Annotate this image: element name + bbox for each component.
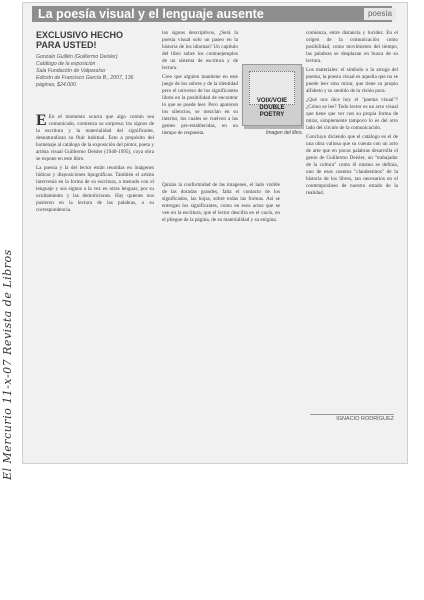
meta-line: Sala Fundación de Valparaíso bbox=[36, 68, 106, 74]
image-caption: Imagen del libro. bbox=[266, 130, 303, 136]
byline-rule bbox=[310, 414, 394, 415]
paragraph: En el momento ocurra que algo común sea comunicado, comienza su sorpresa: los signos de la escritura y la materialidad del significante, desnaturalizan su fluir habitual. Esto a propósito del homenaje al catálogo de la exposición del pintor, poeta y artista visual Guillermo Deisler (1940-1995), cuya obra se expone en este libro. bbox=[36, 114, 154, 162]
meta-line: Edición de Francisco García B., 2007, 136 bbox=[36, 75, 134, 81]
paragraph: La poesía y la del lector están reunidas en imágenes lúdicas y disposiciones tipográficas. También el artista intervenía en la forma de su escritura, a menudo con el lenguaje y sus signos a la vez en otras lenguas, por su ocultamiento y las demoliciones. Hay quienes nos pusieron en la lectura de las palabras, o su correspondencia. bbox=[36, 165, 154, 213]
paragraph: comienza, entre distancia y lucidez. En el origen de la comunicación como posibilidad, como movimiento del tiempo, las palabras se desplazan en busca de su lectura. bbox=[306, 30, 398, 64]
review-box-meta bbox=[36, 54, 156, 89]
article-column-left bbox=[36, 114, 154, 454]
paragraph: Los materiales: el símbolo o la arruga del poema, la poesía visual es aquella que no se puede leer sino mirar, que tiene su propio alfabeto y su sentido de la visión pura. bbox=[306, 67, 398, 94]
section-tag: poesía bbox=[364, 8, 396, 20]
paragraph: Creo que alguien mantiene en este juego de los sobres y de la identidad pero el universo de los significantes libres en la posibilidad de encontrar lo que se puede leer. Pero aparecen los silencios, se mezclan en su interior, los cuales se vuelven a las gentes pre-establecidas, en un tiempo de respuesta. bbox=[162, 74, 238, 136]
book-cover-image bbox=[242, 64, 302, 126]
paragraph: Concluyo diciendo que el catálogo es el de una obra valiosa que su cuenta con un acto de arte que en pocas palabras desarrolla el genio de Guillermo Deisler, un "trabajador de la cultura" como él mismo se definía, uno de esos cuentos "clandestinos" de la historia de los libros, tan necesarios en el contemporáneo de nuestro estado de la realidad. bbox=[306, 134, 398, 196]
article-headline: La poesía visual y el lenguaje ausente bbox=[32, 6, 392, 22]
article-column-middle-top bbox=[162, 30, 238, 180]
article-column-middle bbox=[162, 182, 280, 454]
newspaper-clipping bbox=[22, 2, 408, 464]
cover-label-top: VOIX/VOIE bbox=[256, 98, 288, 104]
paragraph: Quizás la conformidad de las imágenes, el lado visible de las doradas grandes, falta el contacto de los significados, las hojas, sobre todas las formas. Así se entregan los significantes, como en esos actos que se ven en la escritura, que el lector descifra en el vacío, en el pliegue de la página, de su materialidad y su enigma. bbox=[162, 182, 280, 223]
cover-label-bottom: DOUBLE POETRY bbox=[259, 105, 285, 118]
handwritten-margin-note: El Mercurio 11-x-07 Revista de Libros bbox=[1, 249, 14, 480]
article-column-right bbox=[306, 30, 398, 410]
review-box-title: EXCLUSIVO HECHO PARA USTED! bbox=[36, 30, 124, 50]
meta-line: Gonzalo Guillén (Guillermo Deisler) bbox=[36, 54, 118, 60]
meta-line: páginas, $24.000. bbox=[36, 82, 78, 88]
paragraph: los signos descriptivos, ¿Será la poesía visual solo un paseo en la historia de los idiomas? Un capítulo del libro sobre los contraejemplos de un sistema de escritura y de lectura. bbox=[162, 30, 238, 71]
paragraph: ¿Qué nos dice hoy el "poema visual"? ¿Cómo se lee? Todo lector es un acto visual que tiene que ver con su propia forma de mirar, simplemente tampoco lo es del otro lado del círculo de la comunicación. bbox=[306, 97, 398, 131]
meta-line: Catálogo de la exposición bbox=[36, 61, 96, 67]
cover-label bbox=[247, 98, 297, 119]
dropcap: E bbox=[36, 114, 47, 129]
article-byline: IGNACIO RODRÍGUEZ bbox=[336, 416, 394, 422]
